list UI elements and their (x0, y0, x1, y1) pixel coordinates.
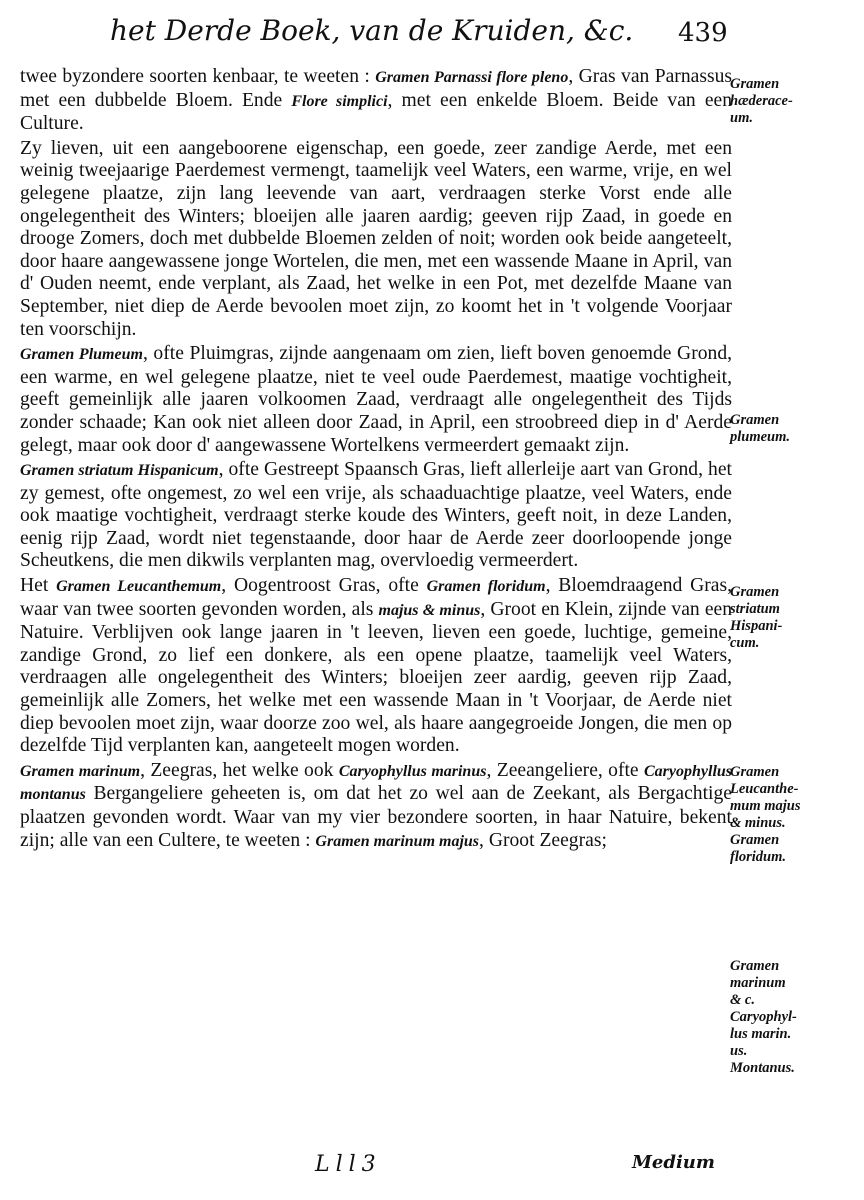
text-run: , Zeegras, het welke ook (140, 759, 339, 781)
margin-note: Gramen Leucanthe- mum majus & minus. Gramen floridum. (730, 764, 801, 865)
running-head (110, 14, 728, 48)
text-run: , ofte Gestreept Spaansch Gras, lieft allerleije aart van Grond, het zy gemest, ofte ongemest, zo wel een vrije, als schaaduachtige plaatze, veel Waters, ende ook maatige vochtigheit, verdraagt sterke koude des Winters, geeft noit, in deze Landen, eenig rijp Zaad, wordt niet tegenstaande, door haar de Aerde zeer doorloopende jonge Scheutkens, die men dikwils verplanten mag, overvloedig vermeerdert. (20, 459, 732, 572)
text-run: twee byzondere soorten kenbaar, te weeten : (20, 66, 376, 87)
latin-name: Flore simplici (291, 92, 388, 110)
text-run: , ofte Pluimgras, zijnde aangenaam om zien, lieft boven genoemde Grond, een warme, en wel gelegene plaatze, niet te veel oude Paerdemest, maatige vochtigheit, geeft gemeinlijk alle jaaren volkoomen Zaad, verdraagt alle ongelegentheit des Tijds zonder schaade; Kan ook niet alleen door Zaad, in April, een stroobreed diep in d' Aerde gelegt, maar ook door d' aangewassene Wortelkens vermeerdert gemaakt zijn. (20, 343, 733, 456)
running-title: het Derde Boek, van de Kruiden, &c. (110, 14, 634, 47)
text-run: , met een enkelde Bloem. Beide van een Culture. (20, 89, 733, 135)
text-run: , Zeeangeliere, ofte (486, 759, 644, 781)
text-run: Het (20, 575, 57, 597)
latin-name: Gramen Leucanthemum (56, 578, 222, 596)
paragraph (20, 575, 732, 758)
latin-name: Gramen floridum (426, 578, 546, 596)
paragraph (20, 459, 732, 573)
text-run: Zy lieven, uit een aangeboorene eigenschap, een goede, zeer zandige Aerde, met een weinig tweejaarige Paerdemest vermengt, taamelijk veel Waters, een warme, vrije, en wel gelegene plaatze, zijn lang leevende van aart, verdraagen sterke Vorst ende alle ongelegentheit des Winters; bloeijen alle jaaren aardig; geeven rijp Zaad, in goede en drooge Zomers, doch met dubbelde Bloemen zelden of noit; worden ook beide aangeteelt, door haare aangewassene jonge Wortelen, die men, met een wassende Maane in April, van d' Ouden neemt, ende verplant, als Zaad, het welke in een Pot, met dezelfde Maane van September, niet diep de Aerde bevoolen moet zijn, zo koomt het in 't volgende Voorjaar ten voorschijn. (20, 137, 732, 340)
latin-name: Gramen Parnassi flore pleno (375, 69, 569, 86)
text-run: , Gras van Parnassus met een dubbelde Bloem. Ende (20, 66, 732, 111)
paragraph (20, 760, 732, 853)
margin-note: Gramen plumeum. (730, 412, 791, 445)
latin-name: Gramen Plumeum (20, 346, 143, 364)
margin-note: Gramen striatum Hispani- cum. (730, 584, 783, 651)
text-run: Bergangeliere geheeten is, om dat het zo wel aan de Zeekant, als Bergachtige plaatzen gevonden wordt. Waar van my vier bezondere soorten, in haar Natuire, bekent zijn; alle van een Cultere, te weeten : (20, 783, 732, 851)
latin-name: Gramen striatum Hispanicum (20, 462, 219, 480)
margin-note: Gramen hæderace- um. (730, 76, 793, 126)
text-run: , Groot en Klein, zijnde van een Natuire. Verblijven ook lange jaaren in 't leeven, lieven een goede, luchtige, gemeine, zandige Grond, zo lief een donkere, als een opene plaatze, taamelijk veel Waters, verdraagen alle ongelegentheit des Winters; bloeijen zeer aardig, geeven rijp Zaad, gemeinlijk alle Zomers, het welke met een wassende Maan in 't Voorjaar, de Aerde niet diep bevoolen moet zijn, waar doorze zoo wel, als haare aangegroeide Jongen, die men op dezelfde Tijd verplanten kan, aangeteelt mogen worden. (20, 598, 733, 757)
text-run: , Oogentroost Gras, ofte (221, 575, 427, 597)
paragraph (20, 138, 732, 341)
paragraph (20, 66, 732, 136)
latin-name: Gramen marinum majus (315, 832, 480, 850)
latin-name: Gramen marinum (20, 762, 141, 780)
body-text (20, 66, 732, 853)
margin-note: Gramen marinum & c. Caryophyl- lus marin. us. Montanus. (730, 958, 797, 1076)
text-run: , Bloemdraagend Gras, waar van twee soorten gevonden worden, als (20, 575, 733, 620)
text-run: , Groot Zeegras; (479, 829, 607, 851)
signature-mark: Lll3 (315, 1152, 382, 1177)
latin-name: majus & minus (378, 601, 481, 619)
latin-name: Caryophyllus marinus (338, 762, 487, 780)
catchword: Medium (632, 1152, 715, 1173)
page-number: 439 (678, 18, 728, 48)
latin-name: Caryophyllus montanus (20, 762, 733, 804)
paragraph (20, 343, 732, 457)
